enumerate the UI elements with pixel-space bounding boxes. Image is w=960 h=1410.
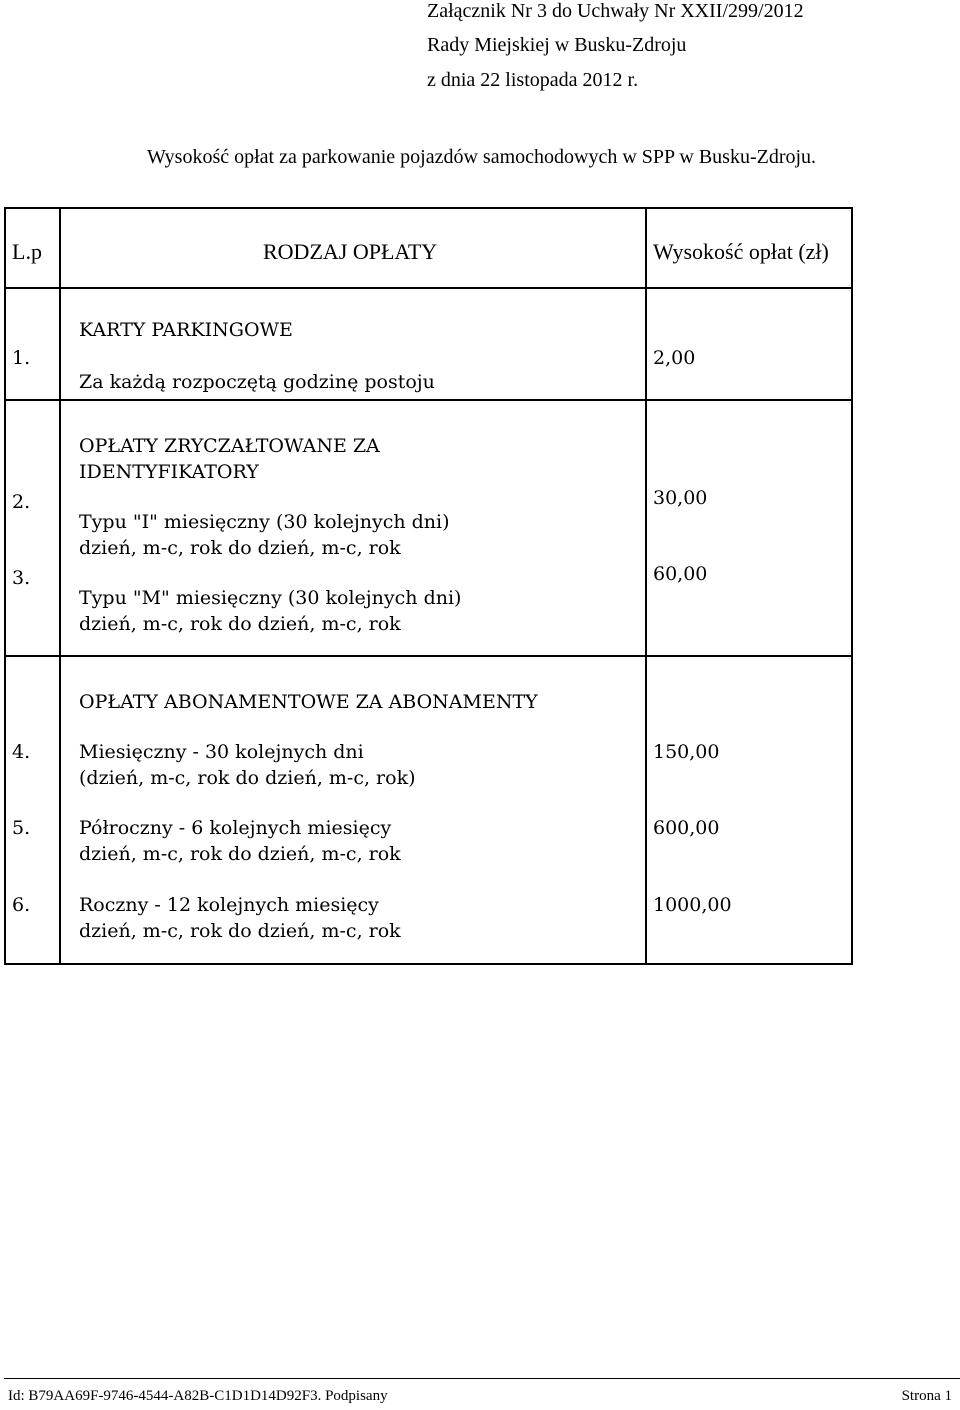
fee-amount: 150,00 (653, 741, 720, 763)
fee-description: Półroczny - 6 kolejnych miesięcy (79, 817, 392, 839)
section-title: OPŁATY ABONAMENTOWE ZA ABONAMENTY (79, 691, 538, 713)
fee-amount: 30,00 (653, 487, 708, 509)
row-number: 3. (12, 567, 31, 589)
footer-divider (4, 1378, 960, 1379)
row-number: 6. (12, 894, 31, 916)
fee-description: Typu "M" miesięczny (30 kolejnych dni) (79, 587, 462, 609)
column-header-amount: Wysokość opłat (zł) (653, 239, 829, 264)
fee-period: dzień, m-c, rok do dzień, m-c, rok (79, 843, 401, 865)
section-title: IDENTYFIKATORY (79, 461, 259, 483)
table-row (5, 400, 852, 656)
header-line-1: Załącznik Nr 3 do Uchwały Nr XXII/299/2012 (427, 0, 804, 22)
fees-table (4, 207, 853, 965)
row-number: 1. (12, 347, 31, 369)
table-row (5, 288, 852, 400)
header-line-2: Rady Miejskiej w Busku-Zdroju (427, 34, 687, 56)
fee-description: Typu "I" miesięczny (30 kolejnych dni) (79, 511, 450, 533)
fee-period: dzień, m-c, rok do dzień, m-c, rok (79, 920, 401, 942)
fee-description: Miesięczny - 30 kolejnych dni (79, 741, 364, 763)
footer-page-number: Strona 1 (901, 1388, 952, 1404)
row-number: 2. (12, 491, 31, 513)
fee-period: (dzień, m-c, rok do dzień, m-c, rok) (79, 767, 416, 789)
row-number: 4. (12, 741, 31, 763)
section-title: OPŁATY ZRYCZAŁTOWANE ZA (79, 435, 380, 457)
footer-document-id: Id: B79AA69F-9746-4544-A82B-C1D1D14D92F3. Podpisany (8, 1388, 388, 1404)
fee-description: Za każdą rozpoczętą godzinę postoju (79, 371, 435, 393)
row-number: 5. (12, 817, 31, 839)
column-header-type: RODZAJ OPŁATY (263, 239, 438, 264)
column-header-lp: L.p (12, 239, 42, 264)
fee-amount: 2,00 (653, 347, 696, 369)
fee-amount: 60,00 (653, 563, 708, 585)
fee-period: dzień, m-c, rok do dzień, m-c, rok (79, 537, 401, 559)
table-row (5, 656, 852, 964)
fee-amount: 1000,00 (653, 894, 732, 916)
section-title: KARTY PARKINGOWE (79, 319, 293, 341)
document-title: Wysokość opłat za parkowanie pojazdów samochodowych w SPP w Busku-Zdroju. (147, 146, 817, 168)
fee-description: Roczny - 12 kolejnych miesięcy (79, 894, 379, 916)
table-header-row (5, 208, 852, 288)
fee-period: dzień, m-c, rok do dzień, m-c, rok (79, 613, 401, 635)
header-line-3: z dnia 22 listopada 2012 r. (427, 69, 639, 91)
fee-amount: 600,00 (653, 817, 720, 839)
